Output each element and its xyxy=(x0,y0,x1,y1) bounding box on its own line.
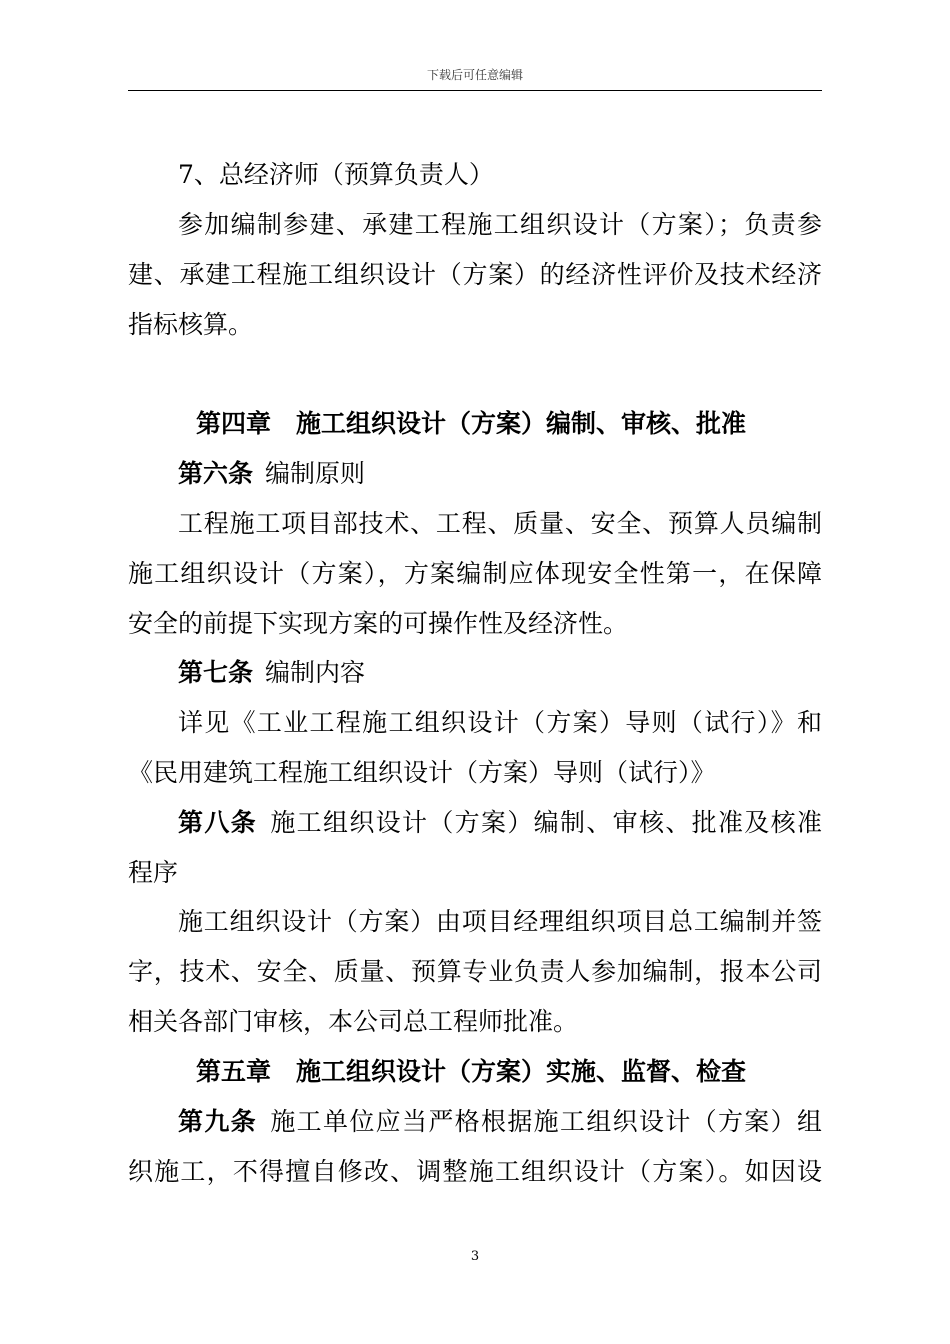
paragraph-line: 织施工，不得擅自修改、调整施工组织设计（方案）。如因设 xyxy=(128,1157,822,1186)
paragraph-line: 参加编制参建、承建工程施工组织设计（方案）；负责参 xyxy=(178,210,822,239)
article-title: 编制原则 xyxy=(265,459,366,488)
paragraph-line: 安全的前提下实现方案的可操作性及经济性。 xyxy=(128,609,629,638)
chapter-5-heading xyxy=(128,1047,822,1097)
header-rule xyxy=(128,90,822,91)
chapter-4-heading xyxy=(128,399,822,449)
page-header: 下载后可任意编辑 xyxy=(426,68,523,82)
chapter-title: 施工组织设计（方案）编制、审核、批准 xyxy=(296,409,747,438)
paragraph-line: 详见《工业工程施工组织设计（方案）导则（试行）》和 xyxy=(178,708,822,737)
article-label: 第七条 xyxy=(178,658,254,687)
article-8-heading xyxy=(128,798,822,848)
article-9-heading xyxy=(128,1097,822,1147)
paragraph-line: 施工组织设计（方案）由项目经理组织项目总工编制并签 xyxy=(178,907,822,936)
article-8-title-continued: 程序 xyxy=(128,858,179,887)
article-label: 第九条 xyxy=(178,1107,257,1136)
paragraph-line: 《民用建筑工程施工组织设计（方案）导则（试行）》 xyxy=(128,758,716,787)
article-label: 第八条 xyxy=(178,808,257,837)
chapter-label: 第四章 xyxy=(196,409,272,438)
paragraph-line: 相关各部门审核，本公司总工程师批准。 xyxy=(128,1007,579,1036)
page-number: 3 xyxy=(470,1249,480,1264)
article-text: 施工单位应当严格根据施工组织设计（方案）组 xyxy=(269,1107,822,1136)
paragraph-line: 施工组织设计（方案），方案编制应体现安全性第一，在保障 xyxy=(128,559,822,588)
paragraph-line: 建、承建工程施工组织设计（方案）的经济性评价及技术经济 xyxy=(128,260,822,289)
chapter-label: 第五章 xyxy=(196,1057,272,1086)
chapter-title: 施工组织设计（方案）实施、监督、检查 xyxy=(296,1057,747,1086)
article-7-heading xyxy=(128,648,822,698)
paragraph-line: 工程施工项目部技术、工程、质量、安全、预算人员编制 xyxy=(178,509,822,538)
article-title: 施工组织设计（方案）编制、审核、批准及核准 xyxy=(269,808,822,837)
section-7-title: 7、总经济师（预算负责人） xyxy=(178,160,494,189)
paragraph-line: 字，技术、安全、质量、预算专业负责人参加编制，报本公司 xyxy=(128,957,822,986)
article-title: 编制内容 xyxy=(265,658,366,687)
paragraph-line: 指标核算。 xyxy=(128,310,254,339)
article-6-heading xyxy=(128,449,822,499)
article-label: 第六条 xyxy=(178,459,254,488)
